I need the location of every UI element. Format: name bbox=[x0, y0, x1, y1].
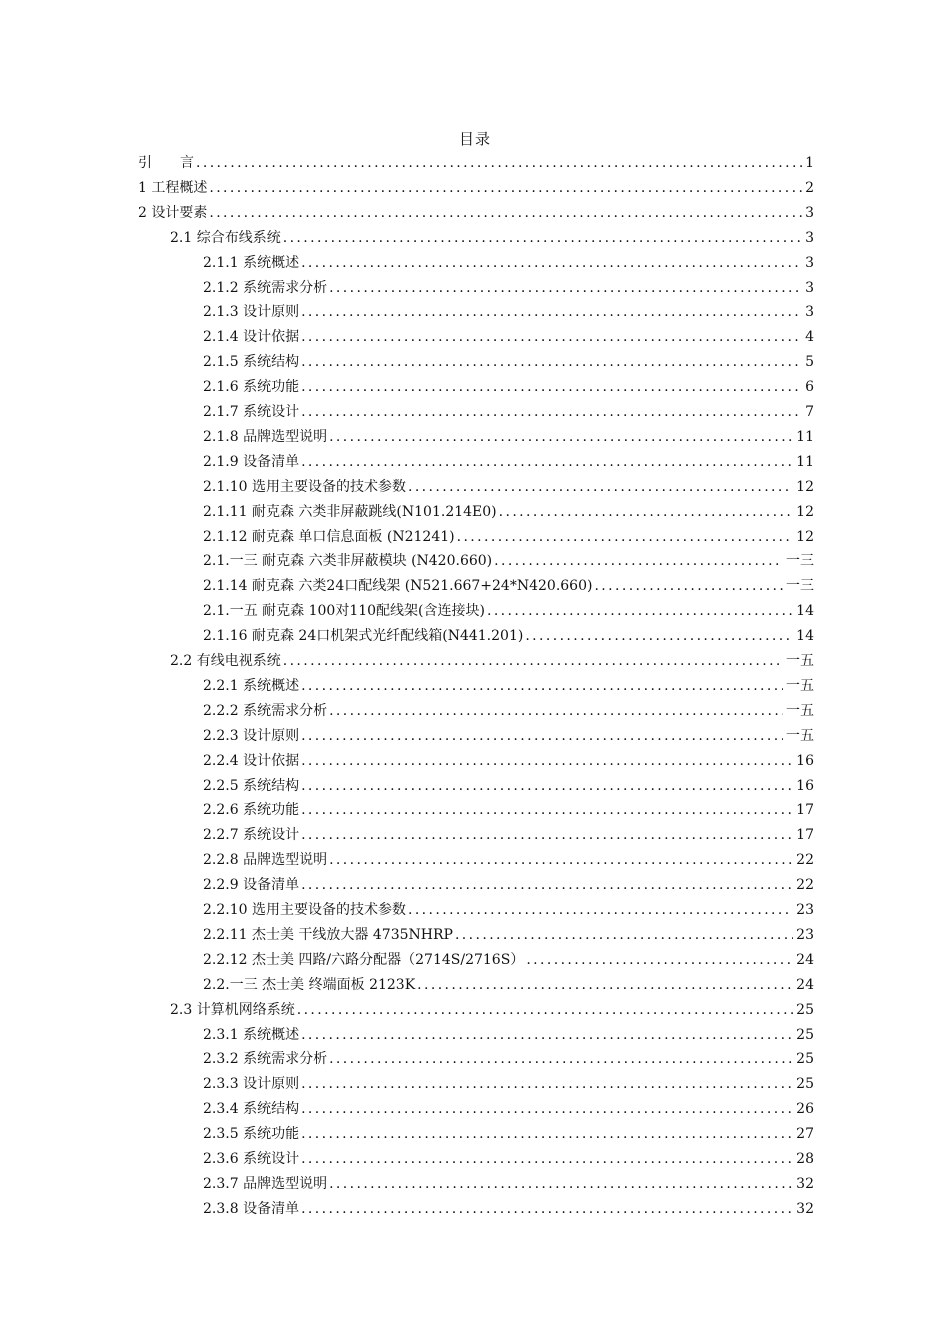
toc-entry[interactable] bbox=[203, 750, 814, 772]
toc-page-number: 一五 bbox=[786, 702, 814, 719]
toc-page-number: 25 bbox=[796, 1001, 814, 1018]
toc-page-number: 22 bbox=[796, 852, 814, 869]
toc-entry-text: 2.1.一五 耐克森 100对110配线架(含连接块) bbox=[203, 603, 485, 620]
toc-entry-text: 2.3.3 设计原则 bbox=[203, 1076, 300, 1093]
toc-leader-dots bbox=[301, 376, 802, 398]
toc-entry[interactable] bbox=[138, 177, 814, 199]
toc-entry-text: 2.2.1 系统概述 bbox=[203, 677, 300, 694]
toc-entry-text: 2.3.8 设备清单 bbox=[203, 1200, 300, 1217]
toc-entry[interactable] bbox=[138, 202, 814, 224]
toc-page-number: 25 bbox=[796, 1076, 814, 1093]
toc-page-number: 25 bbox=[796, 1051, 814, 1068]
toc-entry-text: 2 设计要素 bbox=[138, 204, 208, 221]
toc-leader-dots bbox=[499, 501, 794, 523]
toc-entry[interactable] bbox=[203, 1024, 814, 1046]
toc-leader-dots bbox=[455, 924, 793, 946]
toc-page-number: 一五 bbox=[786, 727, 814, 744]
toc-page-number: 25 bbox=[796, 1026, 814, 1043]
toc-leader-dots bbox=[301, 1024, 793, 1046]
toc-entry-text: 2.1.2 系统需求分析 bbox=[203, 279, 328, 296]
toc-leader-dots bbox=[301, 775, 793, 797]
toc-page-number: 3 bbox=[805, 204, 814, 221]
toc-title: 目录 bbox=[458, 130, 491, 148]
toc-entry-text: 2.1.12 耐克森 单口信息面板 (N21241) bbox=[203, 528, 455, 545]
toc-page-number: 14 bbox=[796, 603, 814, 620]
toc-leader-dots bbox=[301, 874, 793, 896]
toc-page-number: 11 bbox=[796, 453, 814, 470]
toc-entry[interactable] bbox=[203, 625, 814, 647]
toc-page-number: 1 bbox=[805, 155, 814, 171]
toc-entry[interactable] bbox=[203, 1048, 814, 1070]
toc-entry[interactable] bbox=[203, 326, 814, 348]
toc-page-number: 12 bbox=[796, 528, 814, 545]
toc-entry-text: 2.2.5 系统结构 bbox=[203, 777, 300, 794]
toc-page-number: 5 bbox=[805, 354, 814, 371]
toc-leader-dots bbox=[494, 550, 783, 572]
toc-entry-text: 2.2.一三 杰士美 终端面板 2123K bbox=[203, 976, 416, 993]
toc-leader-dots bbox=[301, 326, 802, 348]
toc-page-number: 22 bbox=[796, 877, 814, 894]
toc-leader-dots bbox=[329, 700, 783, 722]
toc-leader-dots bbox=[417, 974, 793, 996]
toc-page-number: 一三 bbox=[786, 578, 814, 595]
toc-page-number: 16 bbox=[796, 777, 814, 794]
toc-page-number: 4 bbox=[805, 329, 814, 346]
toc-leader-dots bbox=[283, 650, 783, 672]
toc-entry[interactable] bbox=[203, 1148, 814, 1170]
toc-entry-text: 2.1.10 选用主要设备的技术参数 bbox=[203, 478, 406, 495]
toc-page-number: 3 bbox=[805, 279, 814, 296]
toc-entry-text: 2.1.6 系统功能 bbox=[203, 379, 300, 396]
toc-entry[interactable] bbox=[138, 152, 814, 174]
toc-entry[interactable] bbox=[203, 824, 814, 846]
toc-entry-text: 2.2.12 杰士美 四路/六路分配器（2714S/2716S） bbox=[203, 951, 525, 968]
toc-leader-dots bbox=[301, 1148, 793, 1170]
toc-entry[interactable] bbox=[203, 526, 814, 548]
toc-entry-text: 2.1.5 系统结构 bbox=[203, 354, 300, 371]
toc-page-number: 3 bbox=[805, 229, 814, 246]
toc-leader-dots bbox=[487, 600, 793, 622]
toc-leader-dots bbox=[408, 899, 793, 921]
toc-entry[interactable] bbox=[170, 999, 814, 1021]
toc-entry[interactable] bbox=[203, 401, 814, 423]
toc-entry[interactable] bbox=[203, 451, 814, 473]
toc-entry[interactable] bbox=[203, 476, 814, 498]
toc-entry-text: 2.1.7 系统设计 bbox=[203, 404, 300, 420]
toc-entry[interactable] bbox=[203, 1123, 814, 1145]
toc-entry-text: 2.2.6 系统功能 bbox=[203, 802, 300, 819]
toc-entry[interactable] bbox=[203, 874, 814, 896]
toc-entry[interactable] bbox=[203, 1098, 814, 1120]
toc-leader-dots bbox=[301, 451, 793, 473]
toc-page-number: 23 bbox=[796, 902, 814, 918]
toc-leader-dots bbox=[301, 1073, 793, 1095]
toc-leader-dots bbox=[457, 526, 794, 548]
toc-leader-dots bbox=[283, 227, 802, 249]
toc-page-number: 24 bbox=[796, 951, 814, 968]
toc-page-number: 27 bbox=[796, 1126, 814, 1143]
toc-page-number: 3 bbox=[805, 304, 814, 321]
toc-entry-text: 2.1.9 设备清单 bbox=[203, 453, 300, 470]
toc-page-number: 28 bbox=[796, 1151, 814, 1167]
toc-entry-text: 2.1.一三 耐克森 六类非屏蔽模块 (N420.660) bbox=[203, 553, 493, 570]
toc-leader-dots bbox=[209, 177, 802, 199]
toc-leader-dots bbox=[329, 1048, 793, 1070]
toc-entry-text: 引 言 bbox=[138, 155, 194, 171]
toc-entry-text: 2.1.4 设计依据 bbox=[203, 329, 300, 346]
toc-entry[interactable] bbox=[203, 974, 814, 996]
toc-entry[interactable] bbox=[203, 252, 814, 274]
toc-entry[interactable] bbox=[203, 575, 814, 597]
toc-page-number: 一三 bbox=[786, 553, 814, 570]
toc-entry-text: 1 工程概述 bbox=[138, 179, 208, 196]
toc-leader-dots bbox=[329, 426, 793, 448]
toc-page-number: 12 bbox=[796, 503, 814, 520]
toc-page-number: 一五 bbox=[786, 653, 814, 669]
toc-entry[interactable] bbox=[203, 799, 814, 821]
toc-page-number: 17 bbox=[796, 802, 814, 819]
toc-page-number: 14 bbox=[796, 628, 814, 645]
toc-entry[interactable] bbox=[203, 550, 814, 572]
toc-entry-text: 2.3.5 系统功能 bbox=[203, 1126, 300, 1143]
toc-page-number: 3 bbox=[805, 254, 814, 271]
toc-page-number: 7 bbox=[805, 404, 814, 420]
toc-entry-text: 2.2.10 选用主要设备的技术参数 bbox=[203, 902, 406, 918]
toc-entry-text: 2.1 综合布线系统 bbox=[170, 229, 281, 246]
toc-page-number: 11 bbox=[796, 428, 814, 445]
toc-entry-text: 2.2.4 设计依据 bbox=[203, 752, 300, 769]
toc-entry[interactable] bbox=[203, 426, 814, 448]
toc-entry-text: 2.1.14 耐克森 六类24口配线架 (N521.667+24*N420.660) bbox=[203, 578, 593, 595]
toc-leader-dots bbox=[408, 476, 793, 498]
toc-leader-dots bbox=[301, 675, 783, 697]
toc-entry-text: 2.3.1 系统概述 bbox=[203, 1026, 300, 1043]
toc-leader-dots bbox=[297, 999, 793, 1021]
toc-entry-text: 2.2 有线电视系统 bbox=[170, 653, 281, 669]
toc-entry[interactable] bbox=[203, 501, 814, 523]
toc-page-number: 24 bbox=[796, 976, 814, 993]
toc-entry[interactable] bbox=[203, 376, 814, 398]
toc-entry-text: 2.3.2 系统需求分析 bbox=[203, 1051, 328, 1068]
toc-page-number: 32 bbox=[796, 1175, 814, 1192]
toc-leader-dots bbox=[209, 202, 802, 224]
toc-leader-dots bbox=[329, 849, 793, 871]
toc-entry-text: 2.3 计算机网络系统 bbox=[170, 1001, 295, 1018]
toc-entry-text: 2.2.2 系统需求分析 bbox=[203, 702, 328, 719]
toc-entry-text: 2.2.9 设备清单 bbox=[203, 877, 300, 894]
toc-entry[interactable] bbox=[203, 675, 814, 697]
toc-leader-dots bbox=[301, 351, 802, 373]
toc-entry-text: 2.1.16 耐克森 24口机架式光纤配线箱(N441.201) bbox=[203, 628, 524, 645]
toc-entry-text: 2.2.7 系统设计 bbox=[203, 827, 300, 844]
toc-entry[interactable] bbox=[203, 775, 814, 797]
toc-leader-dots bbox=[301, 750, 793, 772]
toc-page-number: 2 bbox=[805, 179, 814, 196]
toc-leader-dots bbox=[301, 401, 802, 423]
toc-leader-dots bbox=[301, 799, 793, 821]
toc-entry-text: 2.3.6 系统设计 bbox=[203, 1151, 300, 1167]
toc-leader-dots bbox=[594, 575, 783, 597]
toc-leader-dots bbox=[301, 1123, 793, 1145]
toc-leader-dots bbox=[301, 725, 783, 747]
toc-entry[interactable] bbox=[203, 301, 814, 323]
toc-entry[interactable] bbox=[203, 1073, 814, 1095]
toc-entry[interactable] bbox=[203, 1198, 814, 1220]
toc-entry[interactable] bbox=[170, 227, 814, 249]
toc-entry-text: 2.3.7 品牌选型说明 bbox=[203, 1175, 328, 1192]
toc-entry[interactable] bbox=[203, 600, 814, 622]
toc-leader-dots bbox=[301, 1098, 793, 1120]
toc-entry-text: 2.3.4 系统结构 bbox=[203, 1101, 300, 1118]
toc-entry[interactable] bbox=[170, 650, 814, 672]
toc-page-number: 一五 bbox=[786, 677, 814, 694]
toc-leader-dots bbox=[301, 301, 802, 323]
toc-entry[interactable] bbox=[203, 949, 814, 971]
toc-entry[interactable] bbox=[203, 351, 814, 373]
toc-entry-text: 2.1.3 设计原则 bbox=[203, 304, 300, 321]
toc-entry-text: 2.2.3 设计原则 bbox=[203, 727, 300, 744]
toc-page-number: 16 bbox=[796, 752, 814, 769]
toc-entry[interactable] bbox=[203, 1173, 814, 1195]
toc-page-number: 17 bbox=[796, 827, 814, 844]
toc-page-number: 26 bbox=[796, 1101, 814, 1118]
toc-page-number: 6 bbox=[805, 379, 814, 396]
toc-entry[interactable] bbox=[203, 725, 814, 747]
toc-entry-text: 2.1.1 系统概述 bbox=[203, 254, 300, 271]
toc-entry-text: 2.2.11 杰士美 干线放大器 4735NHRP bbox=[203, 926, 453, 943]
toc-entry-text: 2.1.8 品牌选型说明 bbox=[203, 428, 328, 445]
toc-page-number: 12 bbox=[796, 478, 814, 495]
toc-entry[interactable] bbox=[203, 849, 814, 871]
toc-page-number: 32 bbox=[796, 1200, 814, 1217]
toc-leader-dots bbox=[301, 252, 802, 274]
toc-entry[interactable] bbox=[203, 700, 814, 722]
toc-leader-dots bbox=[301, 1198, 793, 1220]
toc-leader-dots bbox=[329, 277, 802, 299]
toc-entry[interactable] bbox=[203, 899, 814, 921]
toc-entry-text: 2.1.11 耐克森 六类非屏蔽跳线(N101.214E0) bbox=[203, 503, 497, 520]
toc-leader-dots bbox=[525, 625, 793, 647]
toc-leader-dots bbox=[301, 824, 793, 846]
toc-leader-dots bbox=[329, 1173, 793, 1195]
toc-page-number: 23 bbox=[796, 926, 814, 943]
toc-leader-dots bbox=[526, 949, 793, 971]
toc-entry[interactable] bbox=[203, 924, 814, 946]
toc-entry[interactable] bbox=[203, 277, 814, 299]
toc-leader-dots bbox=[196, 152, 802, 174]
toc-entry-text: 2.2.8 品牌选型说明 bbox=[203, 852, 328, 869]
